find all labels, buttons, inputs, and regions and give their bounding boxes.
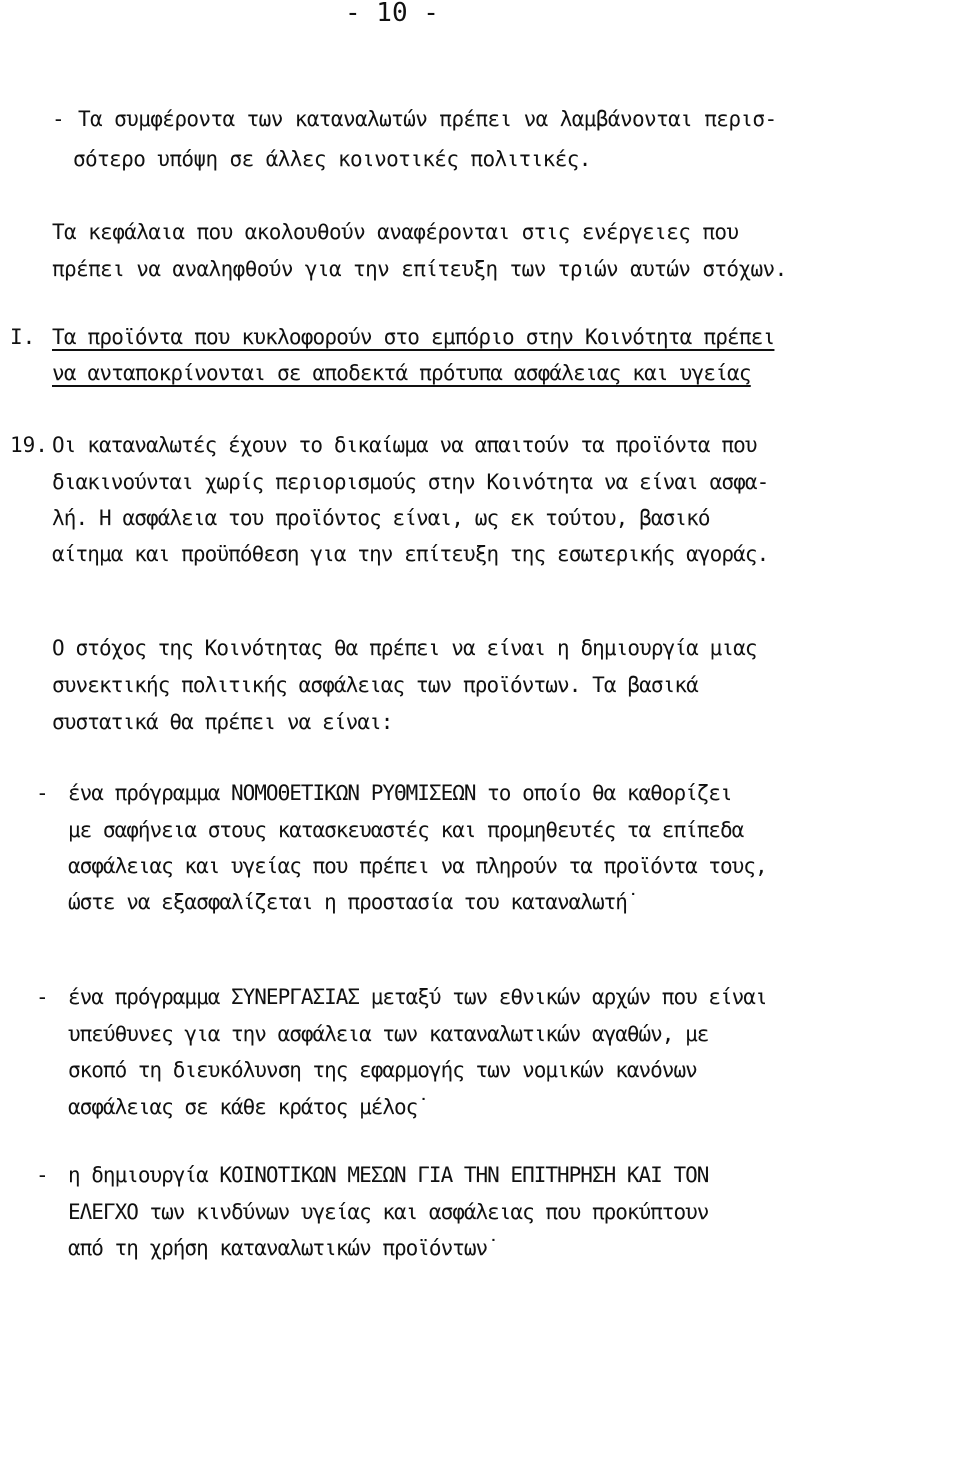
bullet-3-line-2: ΕΛΕΓΧΟ των κινδύνων υγείας και ασφάλειας που προκύπτουν — [68, 1200, 709, 1224]
paragraph-19-line-3: λή. Η ασφάλεια του προϊόντος είναι, ως εκ τούτου, βασικό — [52, 506, 710, 530]
objective-line-2: συνεκτικής πολιτικής ασφάλειας των προϊόντων. Τα βασικά — [52, 673, 698, 697]
bullet-1-line-2: με σαφήνεια στους κατασκευαστές και προμηθευτές τα επίπεδα — [68, 818, 744, 842]
chapters-line-2: πρέπει να αναληφθούν για την επίτευξη των τριών αυτών στόχων. — [52, 257, 787, 281]
section-heading-line-2: να ανταποκρίνονται σε αποδεκτά πρότυπα ασφάλειας και υγείας — [52, 361, 751, 385]
bullet-2-line-3: σκοπό τη διευκόλυνση της εφαρμογής των νομικών κανόνων — [68, 1058, 697, 1082]
bullet-3-line-1: η δημιουργία ΚΟΙΝΟΤΙΚΩΝ ΜΕΣΩΝ ΓΙΑ ΤΗΝ ΕΠΙΤΗΡΗΣΗ ΚΑΙ ΤΟΝ — [68, 1163, 709, 1187]
bullet-1-line-3: ασφάλειας και υγείας που πρέπει να πληρούν τα προϊόντα τους, — [68, 854, 767, 878]
objective-line-1: Ο στόχος της Κοινότητας θα πρέπει να είναι η δημιουργία μιας — [52, 636, 757, 660]
bullet-1-line-4: ώστε να εξασφαλίζεται η προστασία του καταναλωτή˙ — [68, 890, 639, 914]
page-number: - 10 - — [345, 0, 439, 28]
objective-line-3: συστατικά θα πρέπει να είναι: — [52, 710, 393, 734]
bullet-1-line-1: ένα πρόγραμμα ΝΟΜΟΘΕΤΙΚΩΝ ΡΥΘΜΙΣΕΩΝ το οποίο θα καθορίζει — [68, 781, 732, 805]
paragraph-number: 19. — [10, 433, 48, 457]
bullet-1-dash: - — [36, 781, 49, 805]
paragraph-19-line-1: Οι καταναλωτές έχουν το δικαίωμα να απαιτούν τα προϊόντα που — [52, 433, 757, 457]
section-heading-line-1: Τα προϊόντα που κυκλοφορούν στο εμπόριο στην Κοινότητα πρέπει — [52, 325, 775, 349]
intro-bullet-dash: - — [52, 107, 65, 131]
intro-bullet-line-1: Τα συμφέροντα των καταναλωτών πρέπει να λαμβάνονται περισ- — [78, 107, 777, 131]
bullet-3-dash: - — [36, 1163, 49, 1187]
intro-bullet-line-2: σότερο υπόψη σε άλλες κοινοτικές πολιτικές. — [73, 147, 591, 171]
section-number: I. — [10, 325, 36, 349]
paragraph-19-line-4: αίτημα και προϋπόθεση για την επίτευξη της εσωτερικής αγοράς. — [52, 542, 769, 566]
paragraph-19-line-2: διακινούνται χωρίς περιορισμούς στην Κοινότητα να είναι ασφα- — [52, 470, 769, 494]
bullet-2-line-4: ασφάλειας σε κάθε κράτος μέλος˙ — [68, 1095, 429, 1119]
bullet-2-line-2: υπεύθυνες για την ασφάλεια των καταναλωτικών αγαθών, με — [68, 1022, 709, 1046]
chapters-line-1: Τα κεφάλαια που ακολουθούν αναφέρονται στις ενέργειες που — [52, 220, 739, 244]
bullet-2-dash: - — [36, 985, 49, 1009]
bullet-3-line-3: από τη χρήση καταναλωτικών προϊόντων˙ — [68, 1236, 499, 1260]
bullet-2-line-1: ένα πρόγραμμα ΣΥΝΕΡΓΑΣΙΑΣ μεταξύ των εθνικών αρχών που είναι — [68, 985, 767, 1009]
